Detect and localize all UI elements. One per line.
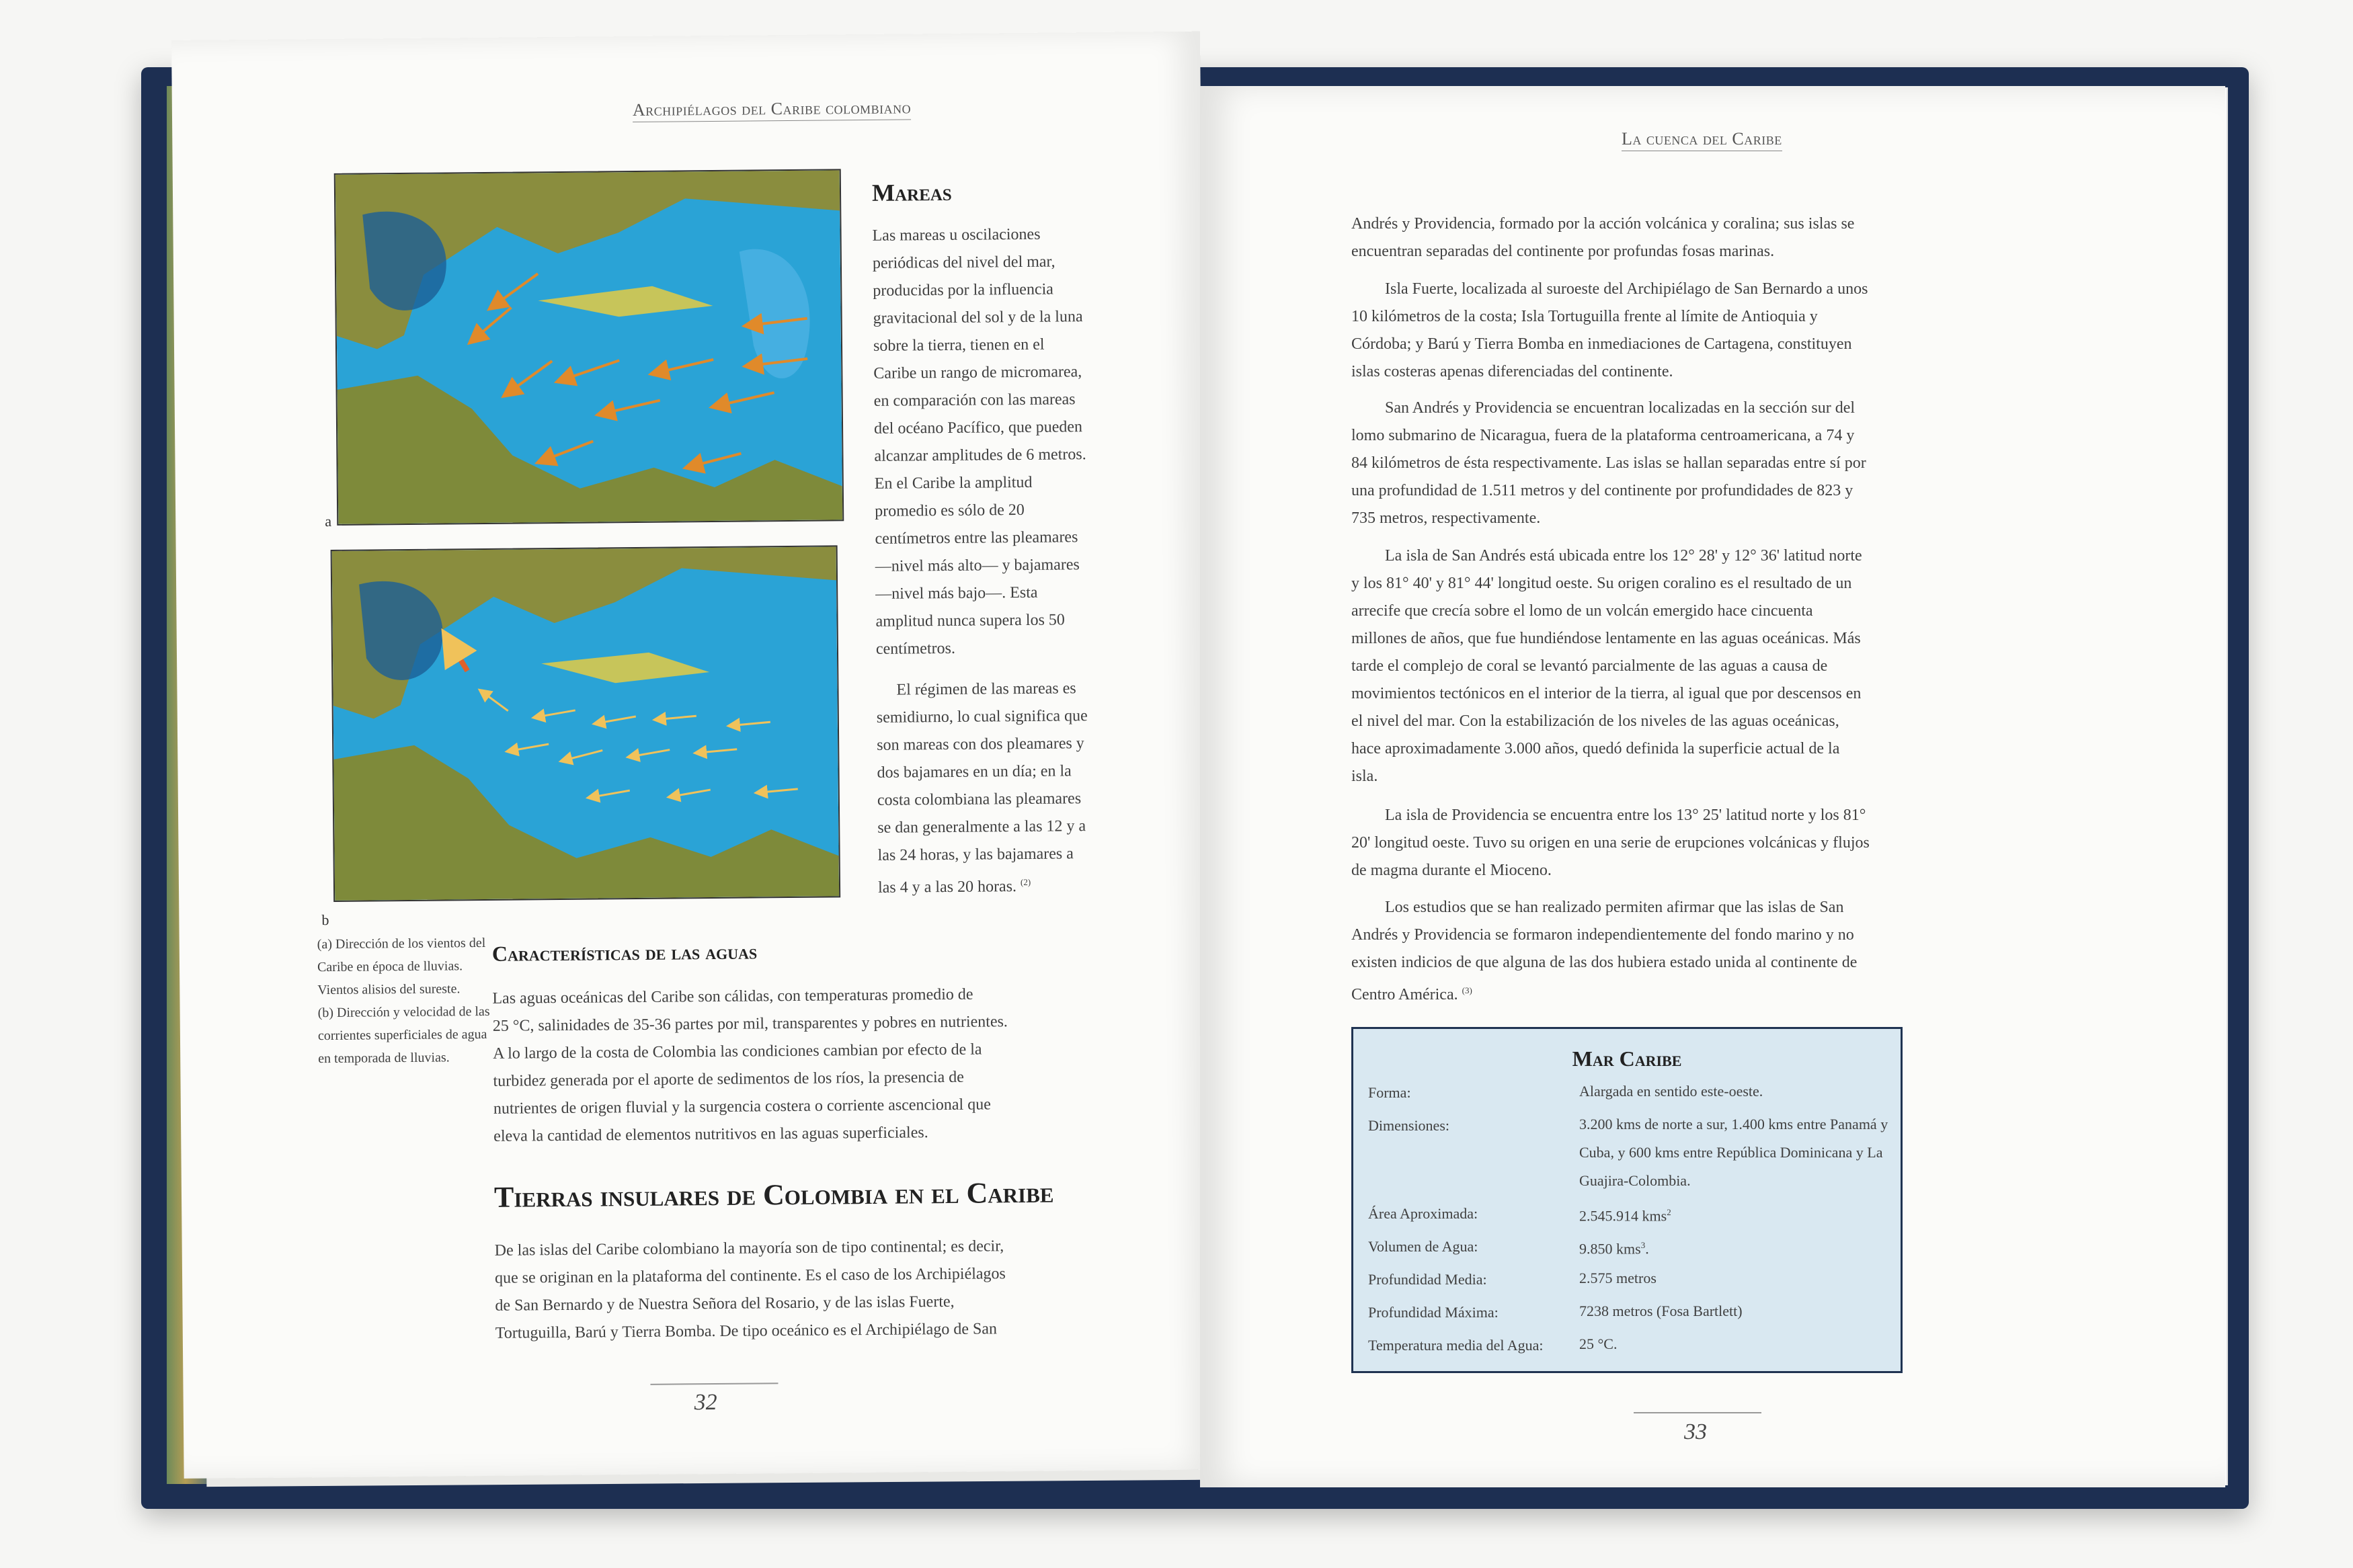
map-b-currents xyxy=(331,545,841,902)
caption-line: (a) Dirección de los vientos del xyxy=(317,935,486,952)
superscript: 3 xyxy=(1640,1240,1646,1250)
row-value: 2.545.914 kms xyxy=(1579,1207,1667,1225)
page-number-right: 33 xyxy=(1684,1419,1707,1444)
text-line: Centro América. xyxy=(1351,986,1458,1003)
text-line: El régimen de las mareas es xyxy=(896,679,1076,699)
text-line: 735 metros, respectivamente. xyxy=(1351,509,1541,527)
text-line: promedio es sólo de 20 xyxy=(875,501,1025,520)
text-line: nutrientes de origen fluvial y la surgencia costera o corriente ascencional que xyxy=(493,1096,991,1118)
right-paragraph-5 xyxy=(1351,802,1870,884)
text-line: gravitacional del sol y de la luna xyxy=(873,308,1083,327)
text-line: existen indicios de que alguna de las dos hubiera estado unida al continente de xyxy=(1351,954,1858,971)
text-line: encuentran separadas del continente por profundas fosas marinas. xyxy=(1351,243,1775,260)
text-line: costa colombiana las pleamares xyxy=(877,790,1082,809)
fig-label-b: b xyxy=(321,911,329,929)
heading-caracteristicas: Características de las aguas xyxy=(491,939,758,966)
page-number-rule xyxy=(1634,1412,1761,1413)
text-line: de San Bernardo y de Nuestra Señora del Rosario, y de las islas Fuerte, xyxy=(495,1292,955,1315)
row-value: 2.575 metros xyxy=(1579,1270,1657,1286)
text-line: del océano Pacífico, que pueden xyxy=(873,418,1083,438)
text-line: periódicas del nivel del mar, xyxy=(872,253,1055,272)
row-value: 9.850 kms xyxy=(1579,1240,1641,1257)
running-head-right: La cuenca del Caribe xyxy=(1622,129,1782,151)
heading-tierras-insulares: Tierras insulares de Colombia en el Caribe xyxy=(493,1175,1054,1214)
text-line: se dan generalmente a las 12 y a xyxy=(877,817,1086,837)
right-paragraph-3 xyxy=(1351,395,1866,532)
row-value: 7238 metros (Fosa Bartlett) xyxy=(1579,1303,1743,1319)
reference-mark: (2) xyxy=(1020,876,1031,888)
text-line: San Andrés y Providencia se encuentran localizadas en la sección sur del xyxy=(1385,399,1856,417)
caption-line: en temporada de lluvias. xyxy=(318,1050,450,1067)
text-line: de magma durante el Mioceno. xyxy=(1351,862,1552,879)
row-value-tail: . xyxy=(1645,1240,1649,1257)
text-line: son mareas con dos pleamares y xyxy=(877,735,1084,754)
text-line: 84 kilómetros de ésta respectivamente. Las islas se hallan separadas entre sí por xyxy=(1351,454,1866,472)
text-line: una profundidad de 1.511 metros y del continente por profundidades de 823 y xyxy=(1351,482,1853,499)
text-line: hace aproximadamente 3.000 años, quedó definida la superficie actual de la xyxy=(1351,740,1840,757)
text-line: semidiurno, lo cual significa que xyxy=(876,707,1088,727)
row-value: 3.200 kms de norte a sur, 1.400 kms entre Panamá y Cuba, y 600 kms entre República Dominicana y La Guajira-Colombia. xyxy=(1579,1116,1888,1189)
text-line: isla. xyxy=(1351,768,1378,785)
page-number-rule xyxy=(650,1383,778,1385)
text-line: 20' longitud oeste. Tuvo su origen en una serie de erupciones volcánicas y flujos xyxy=(1351,834,1870,852)
text-line: Caribe un rango de micromarea, xyxy=(873,363,1082,382)
row-value: Alargada en sentido este-oeste. xyxy=(1579,1083,1763,1100)
row-value: 25 °C. xyxy=(1579,1335,1618,1352)
page-number-left: 32 xyxy=(694,1389,717,1415)
text-line: y los 81° 40' y 81° 44' longitud oeste. Su origen coralino es el resultado de un xyxy=(1351,575,1852,592)
text-line: Tortuguilla, Barú y Tierra Bomba. De tipo oceánico es el Archipiélago de San xyxy=(495,1320,998,1342)
fig-label-a: a xyxy=(325,512,332,530)
text-line: En el Caribe la amplitud xyxy=(874,473,1033,493)
text-line: millones de años, que fue hundiéndose lentamente en las aguas oceánicas. Más xyxy=(1351,630,1861,647)
running-head-left: Archipiélagos del Caribe colombiano xyxy=(633,97,911,122)
text-line: lomo submarino de Nicaragua, fuera de la plataforma centroamericana, a 74 y xyxy=(1351,427,1855,444)
text-line: —nivel más alto— y bajamares xyxy=(875,556,1080,575)
text-line: islas costeras apenas diferenciadas del continente. xyxy=(1351,363,1673,380)
text-line: sobre la tierra, tienen en el xyxy=(873,335,1045,355)
text-line: alcanzar amplitudes de 6 metros. xyxy=(874,446,1086,465)
aguas-text xyxy=(492,981,1008,1151)
text-line: Los estudios que se han realizado permiten afirmar que las islas de San xyxy=(1385,899,1844,916)
text-line: Andrés y Providencia se formaron independientemente del fondo marino y no xyxy=(1351,926,1854,944)
text-line: Las mareas u oscilaciones xyxy=(872,225,1041,245)
text-line: centímetros. xyxy=(875,639,956,658)
text-line: producidas por la influencia xyxy=(873,280,1053,300)
text-line: movimientos tectónicos en el interior de la tierra, al igual que por descensos en xyxy=(1351,685,1862,702)
text-line: amplitud nunca supera los 50 xyxy=(875,611,1065,630)
text-line: Córdoba; y Barú y Tierra Bomba en inmediaciones de Cartagena, constituyen xyxy=(1351,335,1852,353)
text-line: el nivel del mar. Con la estabilización de los niveles de las aguas oceánicas, xyxy=(1351,712,1839,730)
row-label: Profundidad Máxima: xyxy=(1368,1304,1499,1321)
text-line: las 4 y a las 20 horas. xyxy=(877,878,1017,897)
text-line: las 24 horas, y las bajamares a xyxy=(877,845,1074,864)
row-label: Forma: xyxy=(1368,1084,1411,1101)
caption-line: corrientes superficiales de agua xyxy=(317,1026,487,1044)
right-paragraph-6 xyxy=(1351,894,1857,1009)
heading-mareas: Mareas xyxy=(871,178,952,206)
text-line: arrecife que crecía sobre el lomo de un volcán emergido hace cincuenta xyxy=(1351,602,1813,620)
text-line: tarde el complejo de coral se levantó parcialmente de las aguas a causa de xyxy=(1351,657,1828,675)
text-line: en comparación con las mareas xyxy=(873,390,1076,410)
caption-line: Caribe en época de lluvias. xyxy=(317,958,463,975)
text-line: La isla de Providencia se encuentra entre los 13° 25' latitud norte y los 81° xyxy=(1385,807,1866,824)
text-line: centímetros entre las pleamares xyxy=(875,528,1078,548)
infobox-title: Mar Caribe xyxy=(1572,1046,1682,1071)
text-line: La isla de San Andrés está ubicada entre los 12° 28' y 12° 36' latitud norte xyxy=(1385,547,1862,565)
text-line: turbidez generada por el aporte de sedimentos de los ríos, la presencia de xyxy=(493,1068,965,1090)
mar-caribe-infobox xyxy=(1351,1027,1903,1373)
row-label: Área Aproximada: xyxy=(1368,1205,1478,1222)
text-line: Isla Fuerte, localizada al suroeste del Archipiélago de San Bernardo a unos xyxy=(1385,280,1868,298)
caption-line: Vientos alisios del sureste. xyxy=(317,981,461,998)
text-line: 10 kilómetros de la costa; Isla Tortuguilla frente al límite de Antioquia y xyxy=(1351,308,1818,325)
reference-mark: (3) xyxy=(1462,985,1472,995)
text-line: De las islas del Caribe colombiano la mayoría son de tipo continental; es decir, xyxy=(494,1237,1004,1260)
tierras-text xyxy=(495,1233,1006,1348)
row-label: Volumen de Agua: xyxy=(1368,1238,1478,1255)
text-line: que se originan en la plataforma del continente. Es el caso de los Archipiélagos xyxy=(494,1265,1006,1287)
text-line: dos bajamares en un día; en la xyxy=(877,762,1072,782)
row-label: Temperatura media del Agua: xyxy=(1368,1337,1544,1354)
superscript: 2 xyxy=(1667,1207,1671,1217)
figure-caption xyxy=(317,932,491,1070)
mareas-text xyxy=(872,220,1090,902)
row-label: Dimensiones: xyxy=(1368,1117,1449,1134)
row-label: Profundidad Media: xyxy=(1368,1271,1487,1288)
map-a-winds xyxy=(334,169,844,526)
text-line: 25 °C, salinidades de 35-36 partes por mil, transparentes y pobres en nutrientes. xyxy=(492,1013,1008,1035)
right-paragraph-4 xyxy=(1351,542,1862,790)
text-line: Las aguas oceánicas del Caribe son cálidas, con temperaturas promedio de xyxy=(492,985,973,1007)
right-paragraph-1 xyxy=(1351,210,1854,265)
right-paragraph-2 xyxy=(1351,276,1868,386)
caption-line: (b) Dirección y velocidad de las xyxy=(317,1003,490,1021)
text-line: A lo largo de la costa de Colombia las condiciones cambian por efecto de la xyxy=(493,1040,982,1063)
text-line: —nivel más bajo—. Esta xyxy=(875,583,1038,603)
text-line: eleva la cantidad de elementos nutritivos en las aguas superficiales. xyxy=(493,1124,928,1145)
text-line: Andrés y Providencia, formado por la acción volcánica y coralina; sus islas se xyxy=(1351,215,1855,233)
left-page xyxy=(171,32,1213,1479)
